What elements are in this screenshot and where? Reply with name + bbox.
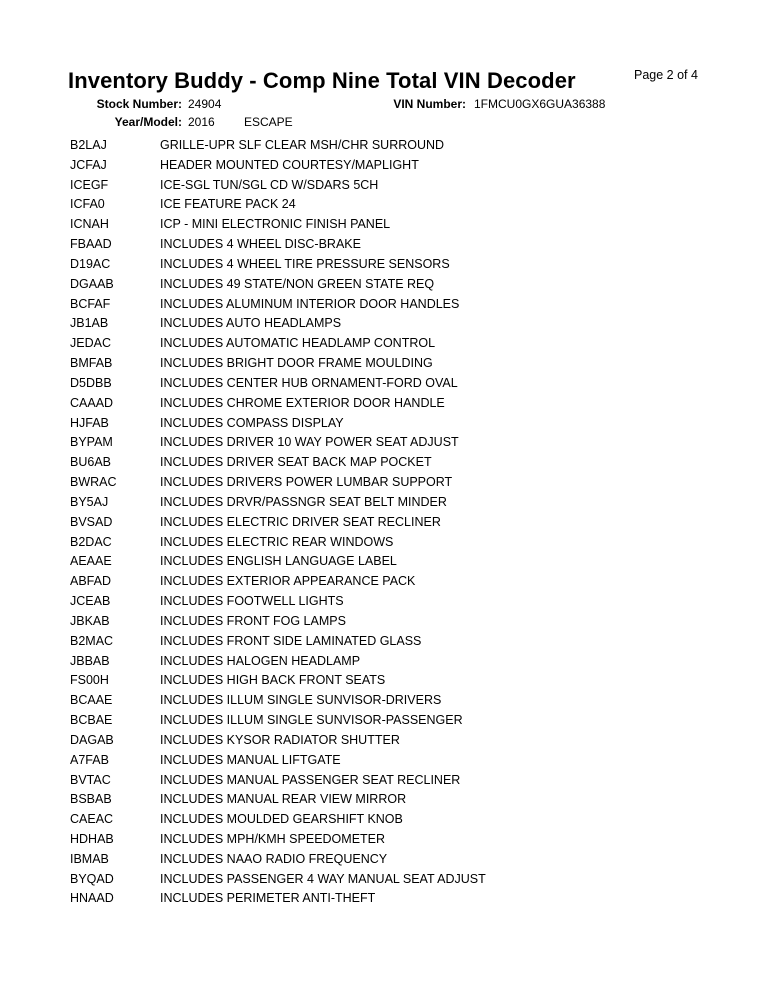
list-item: [70, 158, 750, 178]
option-description: ICE-SGL TUN/SGL CD W/SDARS 5CH: [160, 177, 379, 192]
option-code: JEDAC: [70, 336, 111, 351]
list-item: [70, 396, 750, 416]
option-description: INCLUDES MANUAL PASSENGER SEAT RECLINER: [160, 772, 461, 787]
option-description: HEADER MOUNTED COURTESY/MAPLIGHT: [160, 157, 419, 172]
option-code: ABFAD: [70, 574, 111, 589]
list-item: [70, 733, 750, 753]
list-item: [70, 416, 750, 436]
option-code: BVSAD: [70, 514, 113, 529]
stock-number-label: Stock Number:: [96, 97, 182, 111]
option-code: BY5AJ: [70, 494, 109, 509]
option-code: B2DAC: [70, 534, 112, 549]
option-description: ICE FEATURE PACK 24: [160, 197, 296, 212]
option-code: CAEAC: [70, 812, 114, 827]
list-item: [70, 535, 750, 555]
list-item: [70, 138, 750, 158]
option-code: BYPAM: [70, 435, 113, 450]
option-code: AEAAE: [70, 554, 112, 569]
list-item: [70, 812, 750, 832]
option-code: BVTAC: [70, 772, 111, 787]
option-code: HNAAD: [70, 891, 114, 906]
option-code: CAAAD: [70, 395, 114, 410]
option-description: INCLUDES FRONT FOG LAMPS: [160, 613, 346, 628]
option-description: INCLUDES FRONT SIDE LAMINATED GLASS: [160, 633, 422, 648]
list-item: [70, 495, 750, 515]
option-code: BSBAB: [70, 792, 112, 807]
option-code: JB1AB: [70, 316, 109, 331]
list-item: [70, 773, 750, 793]
list-item: [70, 634, 750, 654]
option-code: FS00H: [70, 673, 109, 688]
option-description: INCLUDES ENGLISH LANGUAGE LABEL: [160, 554, 397, 569]
list-item: [70, 554, 750, 574]
option-code: BYQAD: [70, 871, 114, 886]
page-number: Page 2 of 4: [634, 68, 698, 82]
option-code: B2MAC: [70, 633, 114, 648]
list-item: [70, 435, 750, 455]
list-item: [70, 654, 750, 674]
option-code: JCEAB: [70, 594, 111, 609]
model-value: ESCAPE: [244, 115, 293, 129]
list-item: [70, 792, 750, 812]
year-model-label: Year/Model:: [114, 115, 182, 129]
option-code: ICFA0: [70, 197, 105, 212]
option-description: INCLUDES MOULDED GEARSHIFT KNOB: [160, 812, 403, 827]
option-description: INCLUDES NAAO RADIO FREQUENCY: [160, 851, 388, 866]
option-description: INCLUDES CHROME EXTERIOR DOOR HANDLE: [160, 395, 445, 410]
list-item: [70, 316, 750, 336]
option-description: INCLUDES ELECTRIC DRIVER SEAT RECLINER: [160, 514, 441, 529]
stock-number-value: 24904: [188, 97, 222, 111]
list-item: [70, 336, 750, 356]
list-item: [70, 574, 750, 594]
option-description: INCLUDES KYSOR RADIATOR SHUTTER: [160, 732, 400, 747]
list-item: [70, 455, 750, 475]
option-description: ICP - MINI ELECTRONIC FINISH PANEL: [160, 217, 391, 232]
option-description: INCLUDES HALOGEN HEADLAMP: [160, 653, 361, 668]
option-description: INCLUDES EXTERIOR APPEARANCE PACK: [160, 574, 416, 589]
option-description: INCLUDES MANUAL REAR VIEW MIRROR: [160, 792, 407, 807]
option-description: INCLUDES ILLUM SINGLE SUNVISOR-PASSENGER: [160, 713, 463, 728]
list-item: [70, 178, 750, 198]
option-code-list: [70, 138, 750, 911]
option-code: JBKAB: [70, 613, 110, 628]
document-title: Inventory Buddy - Comp Nine Total VIN Decoder: [68, 68, 576, 93]
option-description: INCLUDES 4 WHEEL TIRE PRESSURE SENSORS: [160, 256, 450, 271]
option-description: INCLUDES MPH/KMH SPEEDOMETER: [160, 831, 386, 846]
list-item: [70, 872, 750, 892]
option-description: INCLUDES DRIVERS POWER LUMBAR SUPPORT: [160, 475, 453, 490]
option-code: B2LAJ: [70, 138, 107, 152]
list-item: [70, 713, 750, 733]
option-code: BU6AB: [70, 455, 111, 470]
option-description: INCLUDES BRIGHT DOOR FRAME MOULDING: [160, 356, 433, 371]
list-item: [70, 257, 750, 277]
vin-number-label: VIN Number:: [393, 97, 466, 111]
option-code: BCFAF: [70, 296, 111, 311]
option-description: INCLUDES PASSENGER 4 WAY MANUAL SEAT ADJUST: [160, 871, 486, 886]
option-description: INCLUDES DRIVER 10 WAY POWER SEAT ADJUST: [160, 435, 459, 450]
option-code: HJFAB: [70, 415, 109, 430]
option-description: INCLUDES AUTO HEADLAMPS: [160, 316, 342, 331]
year-value: 2016: [188, 115, 215, 129]
option-description: INCLUDES DRVR/PASSNGR SEAT BELT MINDER: [160, 494, 447, 509]
list-item: [70, 376, 750, 396]
option-description: INCLUDES PERIMETER ANTI-THEFT: [160, 891, 376, 906]
list-item: [70, 891, 750, 911]
option-code: FBAAD: [70, 237, 112, 252]
list-item: [70, 852, 750, 872]
option-code: A7FAB: [70, 752, 109, 767]
list-item: [70, 217, 750, 237]
list-item: [70, 277, 750, 297]
list-item: [70, 614, 750, 634]
list-item: [70, 673, 750, 693]
option-code: D5DBB: [70, 375, 112, 390]
option-description: INCLUDES HIGH BACK FRONT SEATS: [160, 673, 386, 688]
option-description: INCLUDES ELECTRIC REAR WINDOWS: [160, 534, 394, 549]
option-description: INCLUDES DRIVER SEAT BACK MAP POCKET: [160, 455, 432, 470]
list-item: [70, 237, 750, 257]
option-code: BMFAB: [70, 356, 113, 371]
list-item: [70, 693, 750, 713]
option-description: GRILLE-UPR SLF CLEAR MSH/CHR SURROUND: [160, 138, 445, 152]
list-item: [70, 197, 750, 217]
list-item: [70, 832, 750, 852]
option-code: HDHAB: [70, 831, 114, 846]
list-item: [70, 753, 750, 773]
list-item: [70, 475, 750, 495]
option-code: D19AC: [70, 256, 111, 271]
option-code: ICEGF: [70, 177, 109, 192]
option-code: BCAAE: [70, 693, 113, 708]
option-code: JBBAB: [70, 653, 110, 668]
option-description: INCLUDES MANUAL LIFTGATE: [160, 752, 341, 767]
option-description: INCLUDES 49 STATE/NON GREEN STATE REQ: [160, 276, 435, 291]
option-code: ICNAH: [70, 217, 109, 232]
list-item: [70, 356, 750, 376]
option-description: INCLUDES 4 WHEEL DISC-BRAKE: [160, 237, 361, 252]
option-description: INCLUDES ALUMINUM INTERIOR DOOR HANDLES: [160, 296, 460, 311]
option-code: DGAAB: [70, 276, 114, 291]
option-code: JCFAJ: [70, 157, 107, 172]
list-item: [70, 594, 750, 614]
option-description: INCLUDES ILLUM SINGLE SUNVISOR-DRIVERS: [160, 693, 442, 708]
vin-number-value: 1FMCU0GX6GUA36388: [474, 97, 606, 111]
option-code: IBMAB: [70, 851, 109, 866]
option-description: INCLUDES FOOTWELL LIGHTS: [160, 594, 344, 609]
option-description: INCLUDES AUTOMATIC HEADLAMP CONTROL: [160, 336, 436, 351]
list-item: [70, 515, 750, 535]
option-description: INCLUDES COMPASS DISPLAY: [160, 415, 344, 430]
option-code: BCBAE: [70, 713, 113, 728]
option-code: DAGAB: [70, 732, 114, 747]
option-description: INCLUDES CENTER HUB ORNAMENT-FORD OVAL: [160, 375, 458, 390]
list-item: [70, 297, 750, 317]
option-code: BWRAC: [70, 475, 117, 490]
